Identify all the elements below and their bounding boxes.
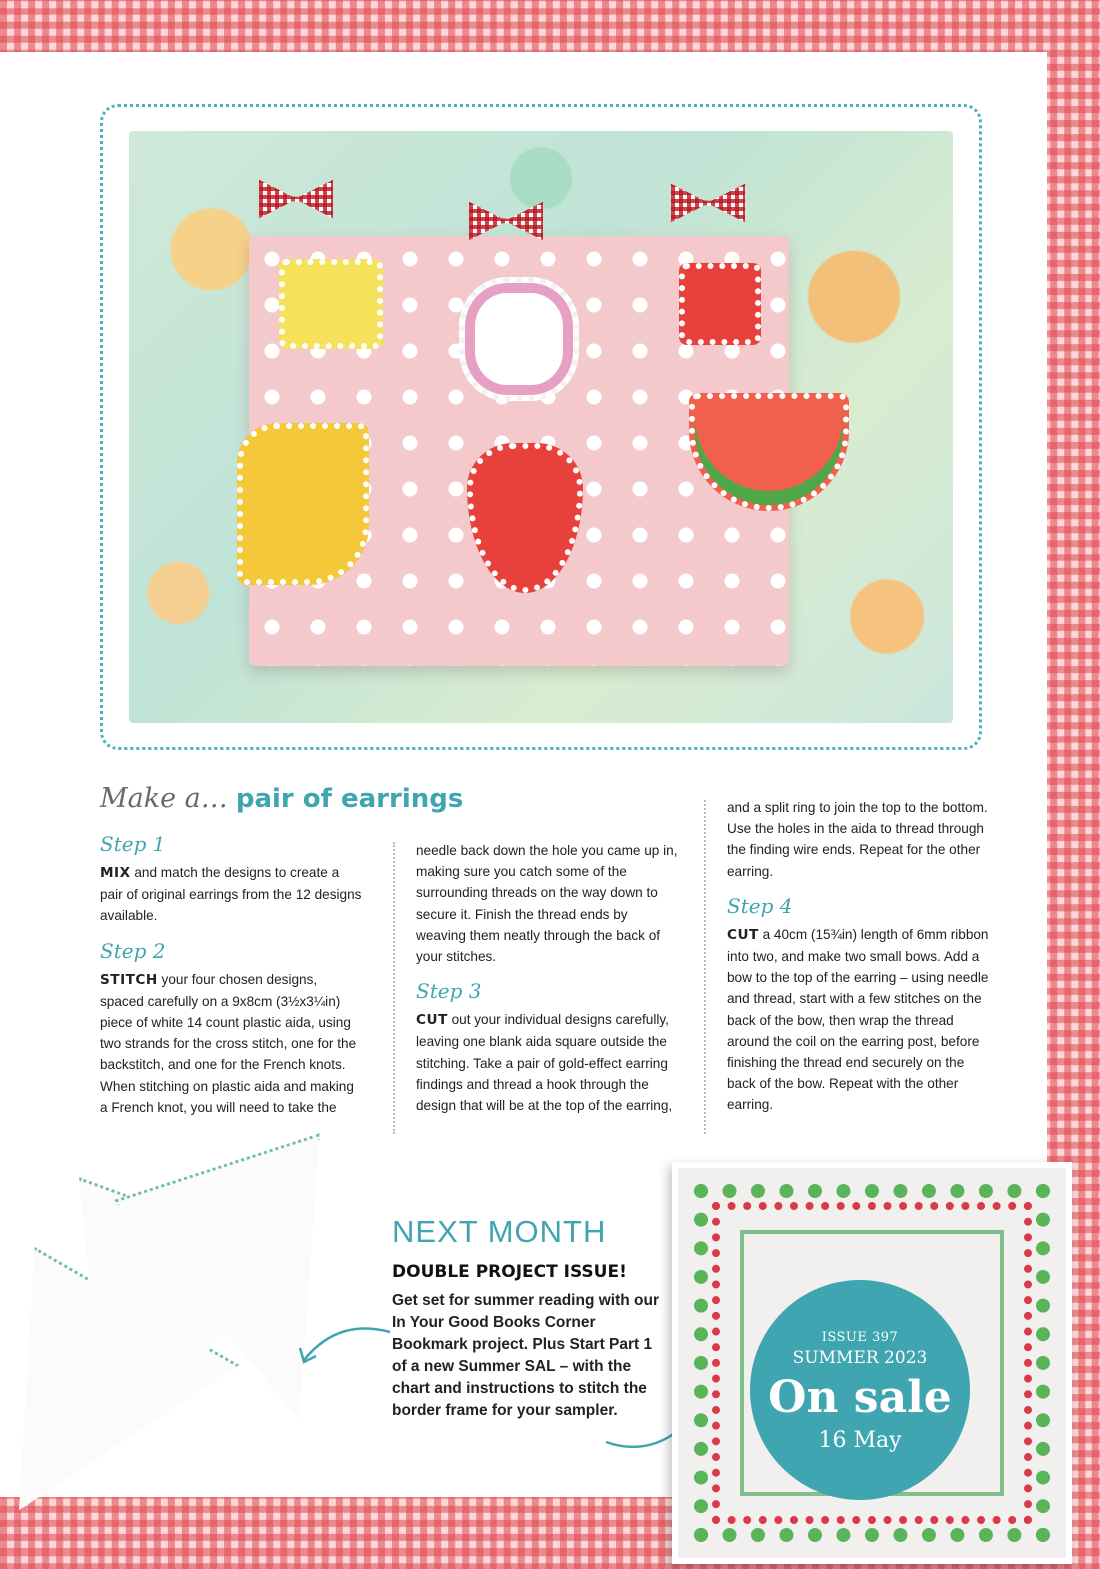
next-month-body: Get set for summer reading with our In Your Good Books Corner Bookmark project. Plus Start Part 1 of a new Summer SAL – with the chart and instructions to stitch the border frame for your sampler. [392,1292,659,1419]
flower-charm-red [679,263,761,345]
badge-headline: On sale [768,1372,952,1423]
step-2-text [100,969,362,1118]
next-month-subtitle: DOUBLE PROJECT ISSUE! [392,1262,627,1282]
step-3-body: out your individual designs carefully, leaving one blank aida square outside the stitching. Take a pair of gold-effect earring findings and thread a hook through the design that will be at the top of the earring, [416,1012,673,1114]
step-1-keyword: MIX [100,865,131,881]
earrings-photo [129,131,953,723]
badge-issue: ISSUE 397 [821,1330,899,1345]
badge-season: SUMMER 2023 [792,1348,928,1368]
article-column-3 [727,797,989,1126]
next-month-title: NEXT MONTH [392,1214,607,1249]
arrow-to-bookmarks [290,1318,400,1378]
step-3-continued: and a split ring to join the top to the bottom. Use the holes in the aida to thread through the finding wire ends. Repeat for the other earring. [727,800,988,879]
step-4-title: Step 4 [727,893,793,918]
step-2-keyword: STITCH [100,971,158,988]
step-2-title: Step 2 [100,938,166,963]
step-1-text [100,862,362,927]
earrings-photo-frame [100,104,982,750]
article-heading [100,782,463,815]
step-3-title: Step 3 [416,979,482,1004]
step-1-body: and match the designs to create a pair of original earrings from the 12 designs available. [100,865,362,924]
banana-charm [237,423,369,585]
gingham-bow-right [671,179,745,227]
flower-charm-pink [459,277,579,401]
heading-title: pair of earrings [235,784,464,814]
step-2-body: your four chosen designs, spaced carefully on a 9x8cm (3½x3¼in) piece of white 14 count plastic aida, using two strands for the cross stitch, one for the backstitch, and one for the French knots. When stitching on plastic aida and making a French knot, you will need to take the [100,971,357,1115]
article-column-1 [100,832,362,1128]
column-divider-2 [704,800,706,1134]
article-column-2 [416,840,678,1126]
step-3-keyword: CUT [416,1012,448,1029]
step-4-text [727,924,989,1116]
column-divider-1 [393,842,395,1134]
step-1-title: Step 1 [100,832,166,856]
heading-lead: Make a… [100,783,228,814]
badge-date: 16 May [818,1428,902,1453]
on-sale-badge [750,1280,970,1500]
step-4-body: a 40cm (15¾in) length of 6mm ribbon into two, and make two small bows. Add a bow to the top of the earring – using needle and thread, start with a few stitches on the back of the bow, then wrap the thread around the coil on the earring post, before finishing the thread end securely on the back of the bow. Repeat with the other earring. [727,926,989,1113]
flower-charm-yellow [279,259,383,349]
gingham-bow-left [259,175,333,223]
step-4-keyword: CUT [727,926,759,943]
step-3-text [416,1009,678,1116]
step-2-continued: needle back down the hole you came up in, making sure you catch some of the surrounding threads on the way down to secure it. Finish the thread ends by weaving them neatly through the back of your stitches. [416,843,678,965]
